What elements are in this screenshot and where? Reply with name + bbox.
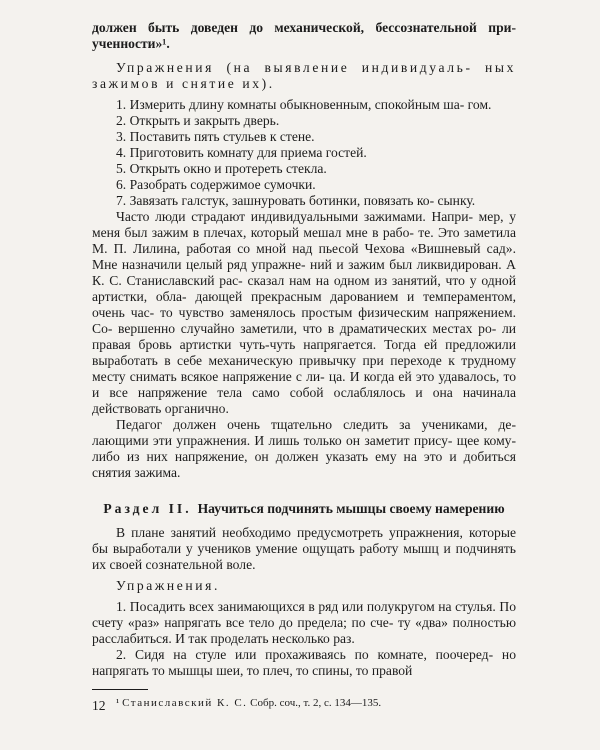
page-number: 12 bbox=[92, 698, 106, 713]
footnote-source: Собр. соч., т. 2, с. 134—135. bbox=[250, 697, 382, 709]
intro-continuation: должен быть доведен до механической, бессознательной при- ученности»¹. bbox=[92, 20, 516, 51]
section-title: Научиться подчинять мышцы своему намерению bbox=[197, 501, 505, 516]
list-item: 5. Открыть окно и протереть стекла. bbox=[116, 161, 327, 176]
list-item: 2. Сидя на стуле или прохаживаясь по комнате, поочеред- но напрягать то мышцы шеи, то плеч, то спины, то правой bbox=[92, 647, 516, 678]
list-item: 1. Посадить всех занимающихся в ряд или полукругом на стулья. По счету «раз» напрягать все тело до предела; по сче- ту «два» полностью расслабиться. И так проделать несколько раз. bbox=[92, 599, 516, 646]
footnote-author: Станиславский К. С. bbox=[122, 697, 248, 709]
list-item: 3. Поставить пять стульев к стене. bbox=[116, 129, 315, 144]
section-intro-paragraph: В плане занятий необходимо предусмотреть упражнения, которые бы выработали у учеников умение ощущать работу мышц и подчинять их своей сознательной воле. bbox=[92, 525, 516, 572]
footnote-marker: ¹ bbox=[116, 697, 120, 709]
list-item: 2. Открыть и закрыть дверь. bbox=[116, 113, 280, 128]
section-heading bbox=[92, 501, 516, 517]
footnote bbox=[92, 696, 516, 710]
exercises-heading-1: Упражнения (на выявление индивидуаль- ных зажимов и снятие их). bbox=[92, 60, 516, 91]
list-item: 7. Завязать галстук, зашнуровать ботинки, повязать ко- сынку. bbox=[116, 193, 476, 208]
list-item: 6. Разобрать содержимое сумочки. bbox=[116, 177, 316, 192]
exercise-list-1 bbox=[92, 97, 516, 209]
body-paragraph-2: Педагог должен очень тщательно следить за учениками, де- лающими эти упражнения. И лишь только он заметит прису- щее кому-либо из них напряжение, он должен указать ему на это и добиться снятия зажима. bbox=[92, 417, 516, 480]
list-item: 4. Приготовить комнату для приема гостей. bbox=[116, 145, 367, 160]
exercise-list-2 bbox=[92, 599, 516, 679]
list-item: 1. Измерить длину комнаты обыкновенным, спокойным ша- гом. bbox=[116, 97, 492, 112]
body-paragraph-1: Часто люди страдают индивидуальными зажимами. Напри- мер, у меня был зажим в плечах, который мешал мне в рабо- те. Это заметила М. П. Лилина, работая со мной над пьесой Чехова «Вишневый сад». Мне назначили целый ряд упражне- ний и зажим был ликвидирован. А К. С. Станиславский рас- сказал нам на одном из занятий, что у одной артистки, обла- дающей прекрасным дарованием и темпераментом, очень час- то чувство заменялось простым физическим напряжением. Со- вершенно случайно заметили, что в драматических местах ро- ли правая бровь артистки чуть-чуть напрягается. Тогда ей предложили выработать в себе механическую привычку при переходе к трудному месту снимать всякое напряжение с ли- ца. И когда ей это удавалось, то и все напряжение тела само собой ослаблялось и она начинала действовать органично. bbox=[92, 209, 516, 416]
exercises-heading-2: Упражнения. bbox=[116, 578, 221, 593]
section-label: Раздел II. bbox=[103, 501, 192, 516]
footnote-divider bbox=[92, 689, 148, 690]
